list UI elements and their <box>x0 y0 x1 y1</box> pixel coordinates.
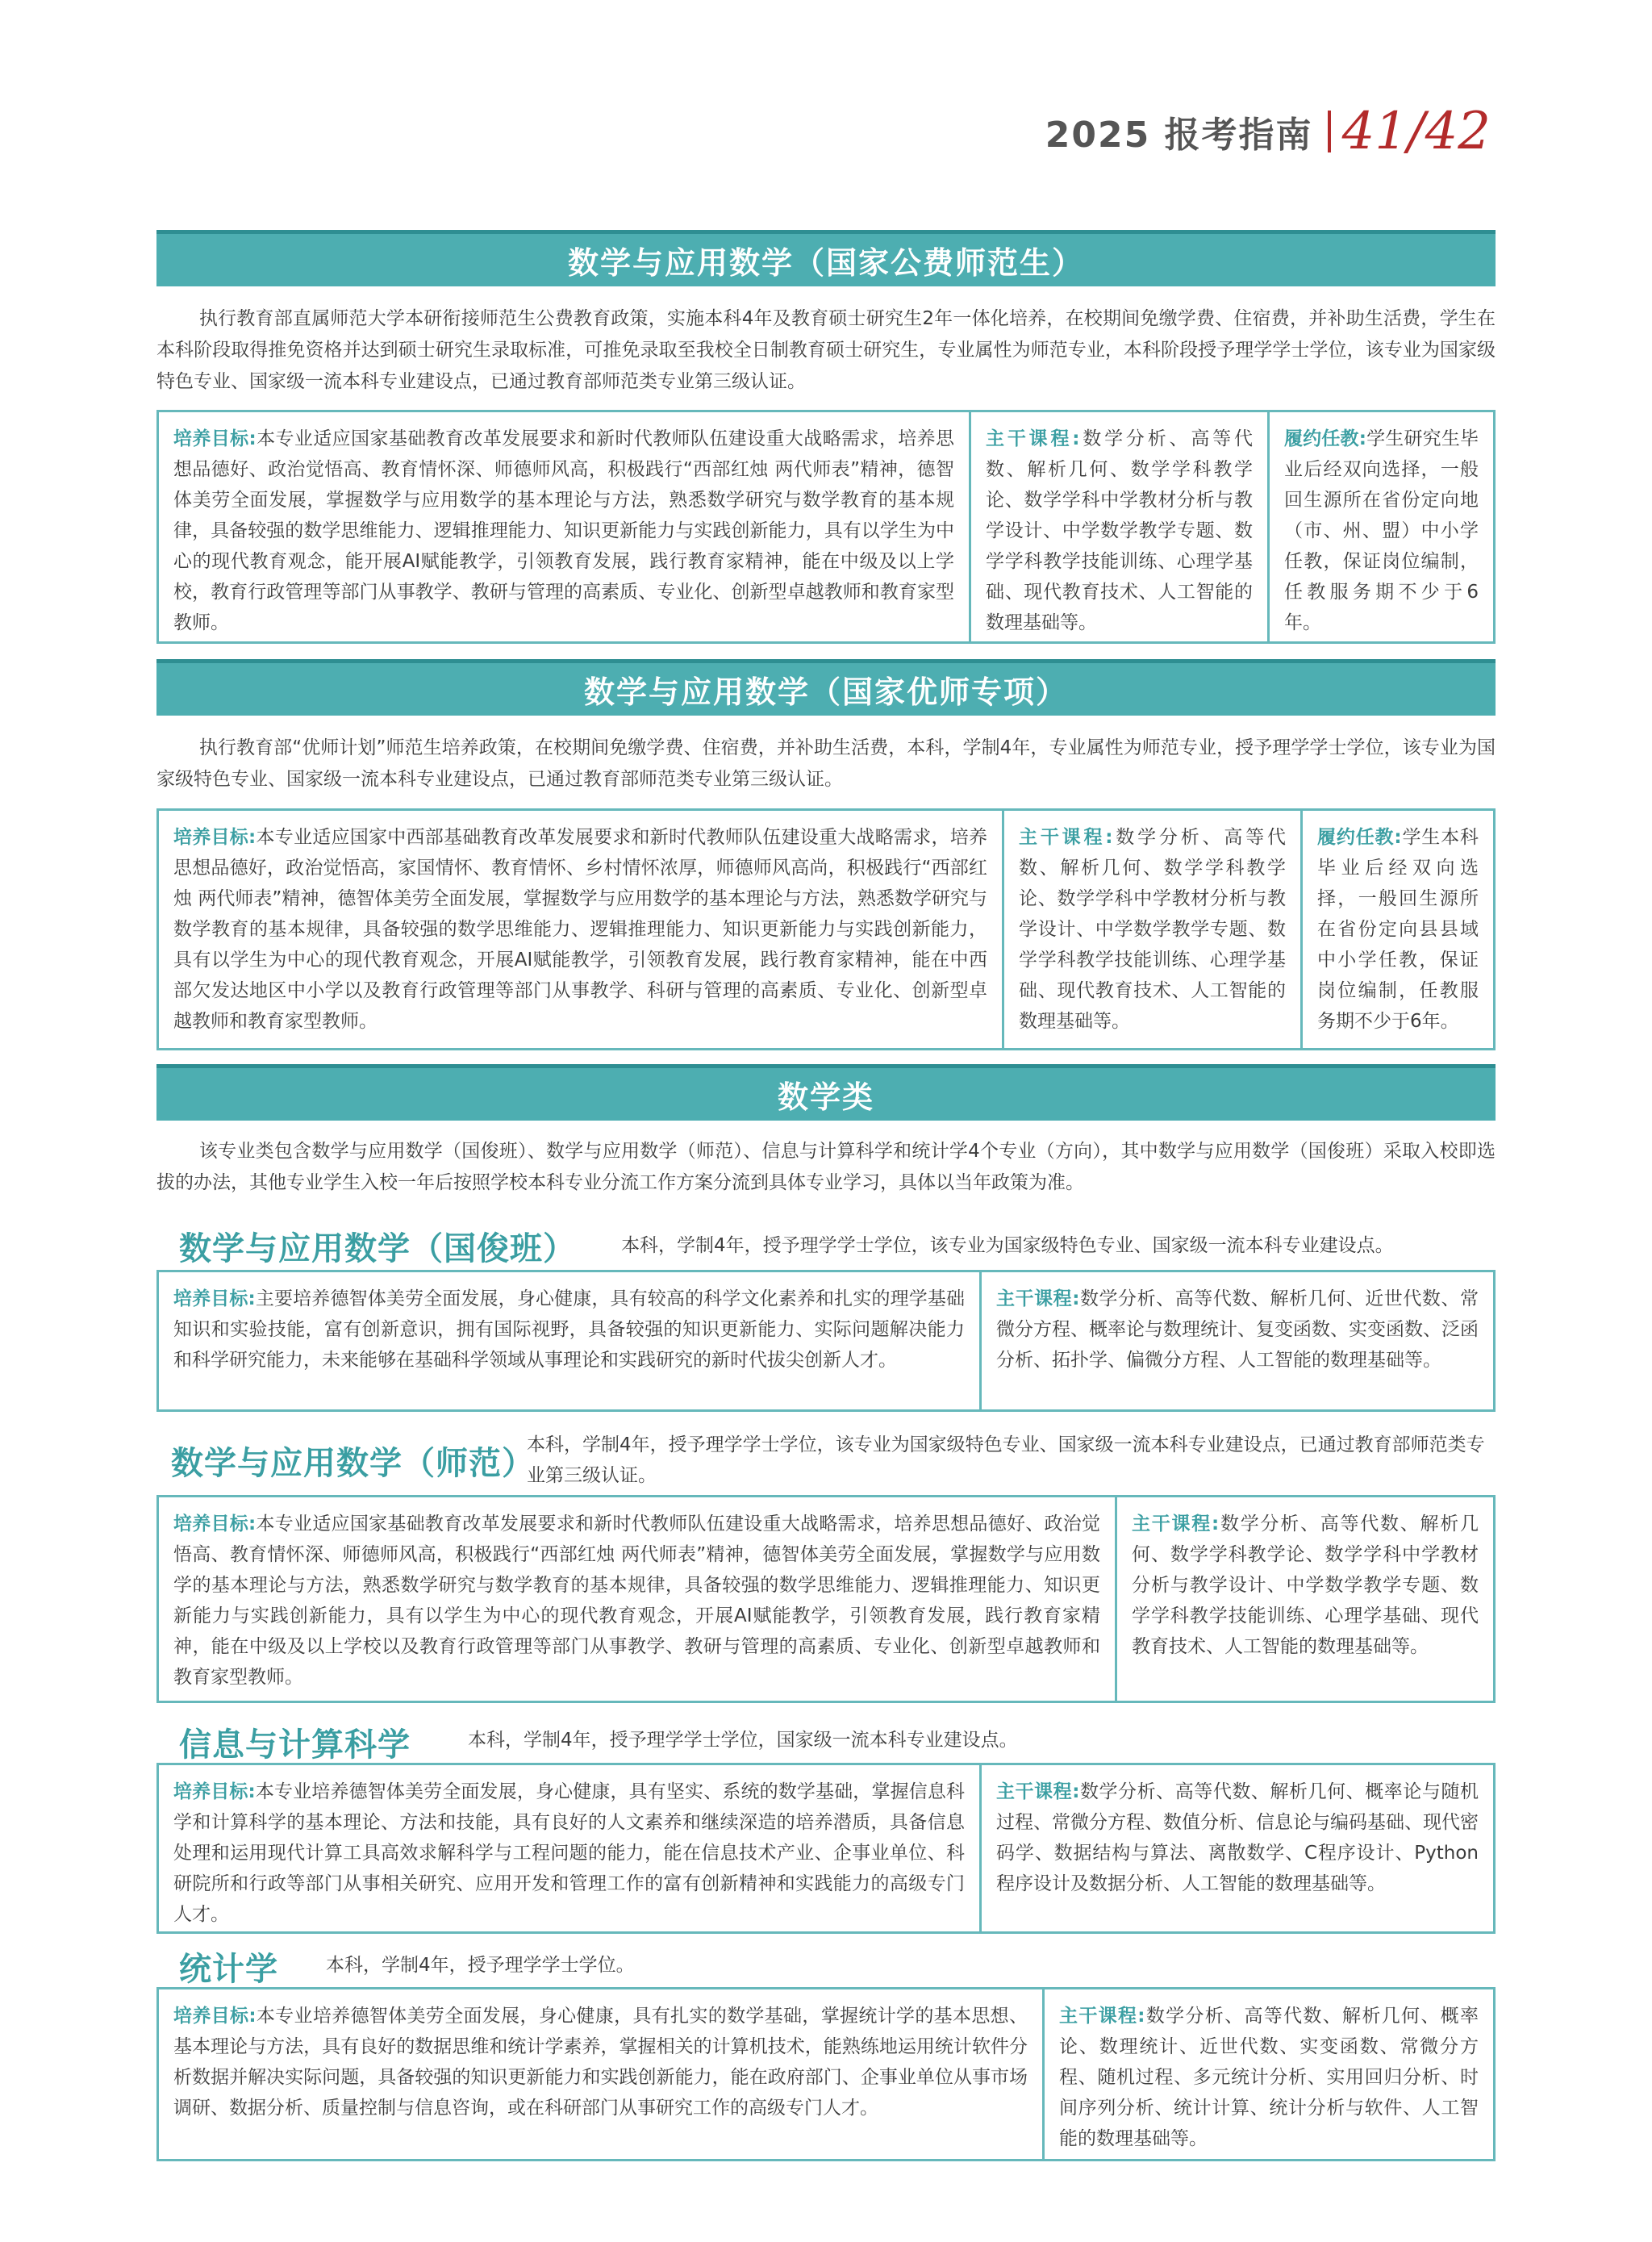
course-column <box>1115 1497 1493 1701</box>
info-box <box>156 1987 1496 2161</box>
page-header <box>1045 103 1491 160</box>
goal-column <box>159 412 969 641</box>
goal-text: 本专业培养德智体美劳全面发展，身心健康，具有扎实的数学基础，掌握统计学的基本思想、基本理论与方法，具有良好的数据思维和统计学素养，掌握相关的计算机技术，能熟练地运用统计软件分析数据并解决实际问题，具备较强的知识更新能力和实践创新能力，能在政府部门、企事业单位从事市场调研、数据分析、质量控制与信息咨询，或在科研部门从事研究工作的高级专门人才。 <box>173 2006 1028 2119</box>
info-box <box>156 410 1496 644</box>
section-title: 数学类 <box>777 1079 874 1115</box>
major-name: 数学与应用数学（师范） <box>171 1445 535 1482</box>
goal-label: 培养目标: <box>173 1781 256 1802</box>
goal-label: 培养目标: <box>173 2006 257 2027</box>
duty-text: 学生研究生毕业后经双向选择，一般回生源所在省份定向地（市、州、盟）中小学任教，保证岗位编制，任教服务期不少于6年。 <box>1284 428 1479 633</box>
major-desc: 本科，学制4年，授予理学学士学位。 <box>326 1955 635 1976</box>
course-label: 主干课程: <box>1059 2006 1145 2027</box>
course-column <box>979 1272 1493 1409</box>
guide-title: 2025 报考指南 <box>1045 115 1313 156</box>
info-box <box>156 808 1496 1050</box>
header-divider <box>1328 111 1331 152</box>
goal-column <box>159 1765 979 1931</box>
section-intro: 该专业类包含数学与应用数学（国俊班）、数学与应用数学（师范）、信息与计算科学和统计学4个专业（方向），其中数学与应用数学（国俊班）采取入校即选拔的办法，其他专业学生入校一年后按照学校本科专业分流工作方案分流到具体专业学习，具体以当年政策为准。 <box>156 1141 1496 1193</box>
section-title: 数学与应用数学（国家公费师范生） <box>567 245 1084 281</box>
course-label: 主干课程: <box>1132 1513 1220 1534</box>
course-label: 主干课程: <box>986 428 1080 449</box>
course-text: 数学分析、高等代数、解析几何、数学学科教学论、数学学科中学教材分析与教学设计、中学数学教学专题、数学学科教学技能训练、心理学基础、现代教育技术、人工智能的数理基础等。 <box>1132 1513 1479 1657</box>
course-label: 主干课程: <box>996 1781 1080 1802</box>
course-text: 数学分析、高等代数、解析几何、数学学科教学论、数学学科中学教材分析与教学设计、中学数学教学专题、数学学科教学技能训练、心理学基础、现代教育技术、人工智能的数理基础等。 <box>1019 827 1286 1032</box>
course-text: 数学分析、高等代数、解析几何、概率论与随机过程、常微分方程、数值分析、信息论与编码基础、现代密码学、数据结构与算法、离散数学、C程序设计、Python程序设计及数据分析、人工智能的数理基础等。 <box>996 1781 1479 1894</box>
course-column <box>969 412 1267 641</box>
goal-label: 培养目标: <box>173 1288 256 1309</box>
course-column <box>979 1765 1493 1931</box>
duty-column <box>1267 412 1493 641</box>
goal-text: 本专业培养德智体美劳全面发展，身心健康，具有坚实、系统的数学基础，掌握信息科学和计算科学的基本理论、方法和技能，具有良好的人文素养和继续深造的培养潜质，具备信息处理和运用现代计算工具高效求解科学与工程问题的能力，能在信息技术产业、企事业单位、科研院所和行政等部门从事相关研究、应用开发和管理工作的富有创新精神和实践能力的高级专门人才。 <box>173 1781 965 1925</box>
goal-column <box>159 1497 1115 1701</box>
goal-column <box>159 1272 979 1409</box>
duty-text: 学生本科毕业后经双向选择，一般回生源所在省份定向县县域中小学任教，保证岗位编制，任教服务期不少于6年。 <box>1317 827 1479 1032</box>
goal-label: 培养目标: <box>173 1513 257 1534</box>
major-desc: 本科，学制4年，授予理学学士学位，该专业为国家级特色专业、国家级一流本科专业建设点。 <box>621 1235 1394 1256</box>
duty-label: 履约任教: <box>1317 827 1402 848</box>
course-column <box>1002 811 1300 1048</box>
course-text: 数学分析、高等代数、解析几何、近世代数、常微分方程、概率论与数理统计、复变函数、实变函数、泛函分析、拓扑学、偏微分方程、人工智能的数理基础等。 <box>996 1288 1479 1371</box>
course-column <box>1042 1989 1493 2159</box>
duty-label: 履约任教: <box>1284 428 1366 449</box>
goal-text: 本专业适应国家基础教育改革发展要求和新时代教师队伍建设重大战略需求，培养思想品德好、政治觉悟高、教育情怀深、师德师风高，积极践行“西部红烛 两代师表”精神，德智体美劳全面发展，掌握数学与应用数学的基本理论与方法，熟悉数学研究与数学教育的基本规律，具备较强的数学思维能力、逻辑推理能力、知识更新能力与实践创新能力，具有以学生为中心的现代教育观念，开展AI赋能教学，引领教育发展，践行教育家精神，能在中级及以上学校以及教育行政管理等部门从事教学、教研与管理的高素质、专业化、创新型卓越教师和教育家型教师。 <box>173 1513 1101 1688</box>
major-desc: 本科，学制4年，授予理学学士学位，国家级一流本科专业建设点。 <box>468 1730 1018 1751</box>
major-name: 信息与计算科学 <box>179 1726 411 1764</box>
section-intro: 执行教育部“优师计划”师范生培养政策，在校期间免缴学费、住宿费，并补助生活费，本科，学制4年，专业属性为师范专业，授予理学学士学位，该专业为国家级特色专业、国家级一流本科专业建设点，已通过教育部师范类专业第三级认证。 <box>156 737 1496 790</box>
info-box <box>156 1270 1496 1412</box>
goal-column <box>159 811 1002 1048</box>
info-box <box>156 1763 1496 1934</box>
page-number: 41/42 <box>1341 102 1491 161</box>
course-text: 数学分析、高等代数、解析几何、数学学科教学论、数学学科中学教材分析与教学设计、中学数学教学专题、数学学科教学技能训练、心理学基础、现代教育技术、人工智能的数理基础等。 <box>986 428 1253 633</box>
goal-text: 主要培养德智体美劳全面发展，身心健康，具有较高的科学文化素养和扎实的理学基础知识和实验技能，富有创新意识，拥有国际视野，具备较强的知识更新能力、实际问题解决能力和科学研究能力，未来能够在基础科学领域从事理论和实践研究的新时代拔尖创新人才。 <box>173 1288 965 1371</box>
duty-column <box>1300 811 1493 1048</box>
course-text: 数学分析、高等代数、解析几何、概率论、数理统计、近世代数、实变函数、常微分方程、随机过程、多元统计分析、实用回归分析、时间序列分析、统计计算、统计分析与软件、人工智能的数理基础等。 <box>1059 2006 1479 2149</box>
course-label: 主干课程: <box>996 1288 1080 1309</box>
major-name: 统计学 <box>179 1951 278 1988</box>
info-box <box>156 1495 1496 1703</box>
section-banner-excellent-teacher <box>156 659 1496 716</box>
major-desc: 本科，学制4年，授予理学学士学位，该专业为国家级特色专业、国家级一流本科专业建设点，已通过教育部师范类专业第三级认证。 <box>527 1434 1485 1486</box>
course-label: 主干课程: <box>1019 827 1113 848</box>
goal-text: 本专业适应国家中西部基础教育改革发展要求和新时代教师队伍建设重大战略需求，培养思想品德好，政治觉悟高，家国情怀、教育情怀、乡村情怀浓厚，师德师风高尚，积极践行“西部红烛 两代师表”精神，德智体美劳全面发展，掌握数学与应用数学的基本理论与方法，熟悉数学研究与数学教育的基本规律，具备较强的数学思维能力、逻辑推理能力、知识更新能力与实践创新能力，具有以学生为中心的现代教育观念，开展AI赋能教学，引领教育发展，践行教育家精神，能在中西部欠发达地区中小学以及教育行政管理等部门从事教学、科研与管理的高素质、专业化、创新型卓越教师和教育家型教师。 <box>173 827 987 1032</box>
section-title: 数学与应用数学（国家优师专项） <box>583 674 1068 710</box>
major-name: 数学与应用数学（国俊班） <box>179 1230 576 1267</box>
goal-column <box>159 1989 1042 2159</box>
goal-label: 培养目标: <box>173 428 257 449</box>
section-intro: 执行教育部直属师范大学本研衔接师范生公费教育政策，实施本科4年及教育硕士研究生2年一体化培养，在校期间免缴学费、住宿费，并补助生活费，学生在本科阶段取得推免资格并达到硕士研究生录取标准，可推免录取至我校全日制教育硕士研究生，专业属性为师范专业，本科阶段授予理学学士学位，该专业为国家级特色专业、国家级一流本科专业建设点，已通过教育部师范类专业第三级认证。 <box>156 308 1496 392</box>
goal-label: 培养目标: <box>173 827 257 848</box>
section-banner-math-category <box>156 1064 1496 1121</box>
goal-text: 本专业适应国家基础教育改革发展要求和新时代教师队伍建设重大战略需求，培养思想品德好、政治觉悟高、教育情怀深、师德师风高，积极践行“西部红烛 两代师表”精神，德智体美劳全面发展，掌握数学与应用数学的基本理论与方法，熟悉数学研究与数学教育的基本规律，具备较强的数学思维能力、逻辑推理能力、知识更新能力与实践创新能力，具有以学生为中心的现代教育观念，能开展AI赋能教学，引领教育发展，践行教育家精神，能在中级及以上学校，教育行政管理等部门从事教学、教研与管理的高素质、专业化、创新型卓越教师和教育家型教师。 <box>173 428 955 633</box>
section-banner-public-funded <box>156 230 1496 286</box>
